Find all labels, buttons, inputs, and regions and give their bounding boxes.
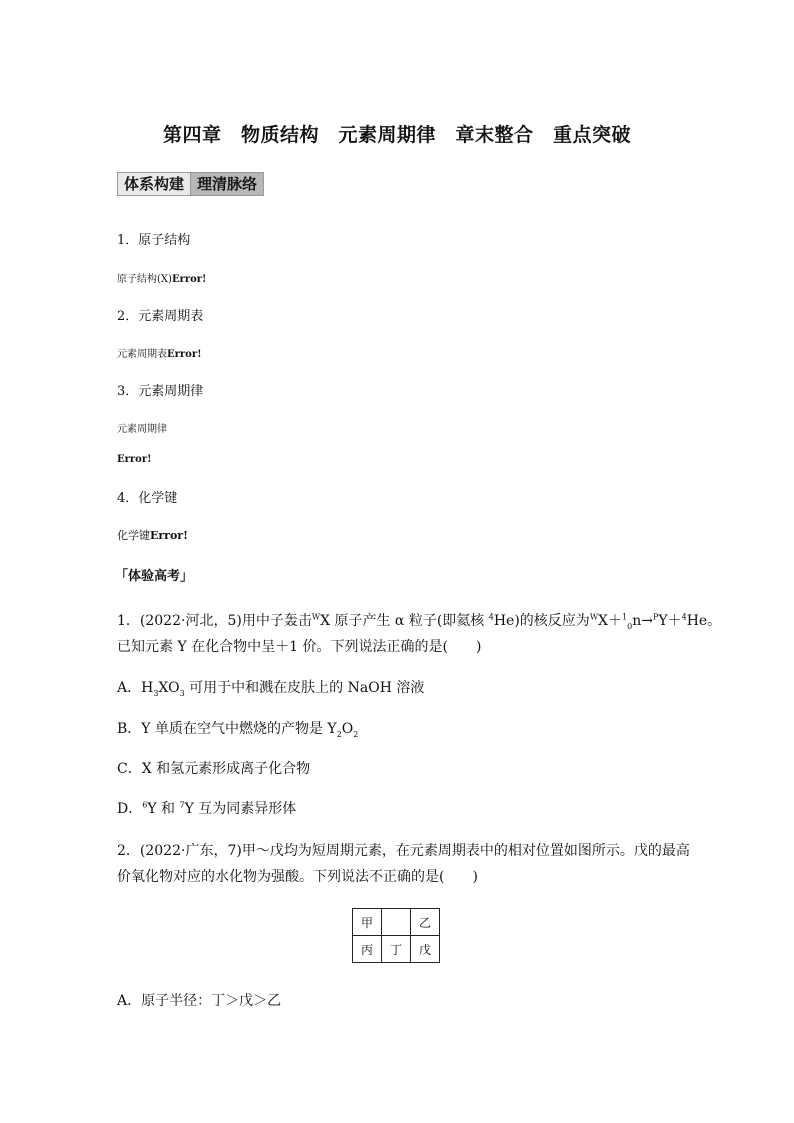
question-2-line-1: 2．(2022·广东，7)甲～戊均为短周期元素，在元素周期表中的相对位置如图所示。戊的最高 bbox=[117, 843, 690, 859]
atomic-structure-line: 原子结构(X)Error! bbox=[117, 274, 207, 285]
question-1-option-b: B．Y 单质在空气中燃烧的产物是 $Y_2O_2$ bbox=[117, 721, 359, 739]
periodic-table-line: 元素周期表Error! bbox=[117, 349, 202, 360]
heading-atomic-structure: 1．原子结构 bbox=[117, 233, 191, 248]
heading-periodic-table: 2．元素周期表 bbox=[117, 309, 204, 324]
banner-part2: 理清脉络 bbox=[191, 172, 264, 196]
question-1-option-d: D．$^6$Y 和 $^7$Y 互为同素异形体 bbox=[117, 800, 297, 817]
page-title: 第四章 物质结构 元素周期律 章末整合 重点突破 bbox=[162, 124, 631, 146]
table-cell-yi: 乙 bbox=[411, 909, 440, 936]
table-cell-bing: 丙 bbox=[353, 936, 382, 963]
question-1-option-c: C．X 和氢元素形成离子化合物 bbox=[117, 761, 311, 777]
question-1-option-a: A．$H_3XO_3$ 可用于中和溅在皮肤上的 NaOH 溶液 bbox=[117, 680, 425, 698]
banner-part1: 体系构建 bbox=[117, 172, 191, 196]
question-2-line-2: 价氧化物对应的水化物为强酸。下列说法不正确的是( ) bbox=[117, 869, 478, 885]
question-2-option-a: A．原子半径：丁＞戊＞乙 bbox=[117, 993, 282, 1009]
section-banner bbox=[117, 172, 264, 196]
heading-chemical-bond: 4．化学键 bbox=[117, 491, 178, 506]
table-cell-wu: 戊 bbox=[411, 936, 440, 963]
question-1-line-1: 1．(2022·河北，5)用中子轰击$^W$X 原子产生 α 粒子(即氦核 $^4$He)的核反应为$^W$X＋$^1_0$n→$^P$Y＋$^4$He。 bbox=[117, 612, 722, 631]
table-cell-empty bbox=[382, 909, 411, 936]
periodic-law-line: 元素周期律 bbox=[117, 424, 167, 435]
table-cell-ding: 丁 bbox=[382, 936, 411, 963]
heading-periodic-law: 3．元素周期律 bbox=[117, 384, 204, 399]
periodic-law-error: Error! bbox=[117, 454, 152, 465]
table-cell-jia: 甲 bbox=[353, 909, 382, 936]
periodic-position-table bbox=[352, 908, 440, 963]
question-1-line-2: 已知元素 Y 在化合物中呈＋1 价。下列说法正确的是( ) bbox=[117, 639, 482, 655]
exam-section-tag: 「体验高考」 bbox=[115, 569, 194, 584]
chemical-bond-line: 化学键Error! bbox=[117, 529, 188, 542]
